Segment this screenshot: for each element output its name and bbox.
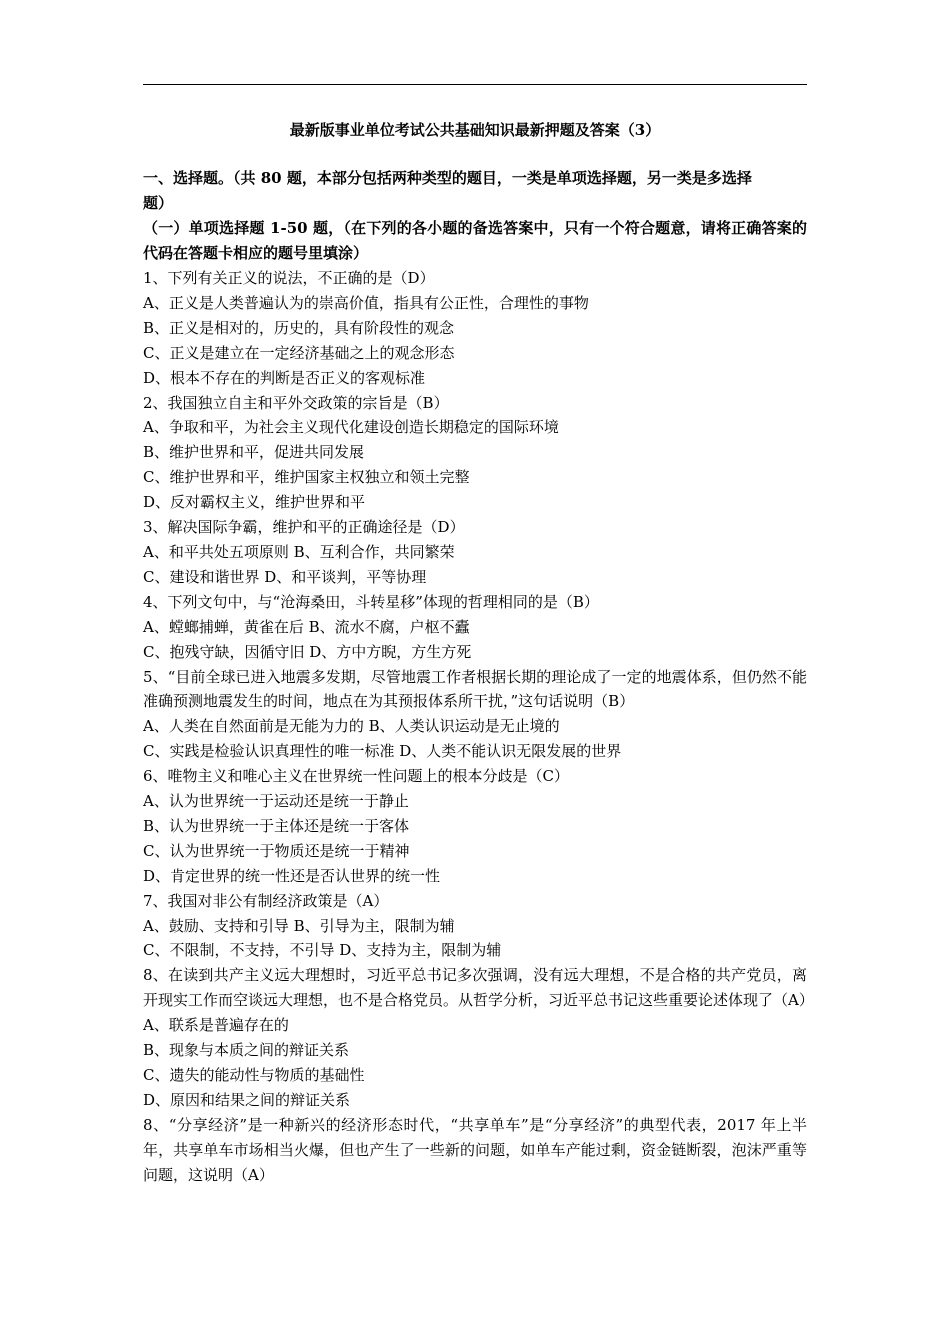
question-4: 4、下列文句中，与“沧海桑田，斗转星移”体现的哲理相同的是（B）: [143, 592, 599, 611]
section-heading-text: 一、选择题。（共 80 题，本部分包括两种类型的题目，一类是单项选择题，另一类是多选择: [143, 169, 752, 187]
question-8-second: 8、“分享经济”是一种新兴的经济形态时代，“共享单车”是“分享经济”的典型代表，2017 年上半年，共享单车市场相当火爆，但也产生了一些新的问题，如单车产能过剩，资金链断裂，泡沫严重等问题，这说明（A）: [143, 1115, 807, 1184]
section-heading: [143, 166, 807, 216]
option-1a: A、正义是人类普遍认为的崇高价值，指具有公正性，合理性的事物: [143, 293, 589, 312]
option-8b: B、现象与本质之间的辩证关系: [143, 1041, 350, 1060]
option-2a: A、争取和平，为社会主义现代化建设创造长期稳定的国际环境: [143, 418, 559, 437]
sub-heading: （一）单项选择题 1-50 题，（在下列的各小题的备选答案中，只有一个符合题意，请将正确答案的代码在答题卡相应的题号里填涂）: [143, 219, 807, 262]
option-1b: B、正义是相对的，历史的，具有阶段性的观念: [143, 318, 455, 337]
option-2b: B、维护世界和平，促进共同发展: [143, 443, 365, 462]
option-6a: A、认为世界统一于运动还是统一于静止: [143, 792, 409, 811]
option-5cd: C、实践是检验认识真理性的唯一标准 D、人类不能认识无限发展的世界: [143, 742, 622, 761]
option-2d: D、反对霸权主义，维护世界和平: [143, 493, 366, 512]
option-1d: D、根本不存在的判断是否正义的客观标准: [143, 368, 426, 387]
question-5: 5、“目前全球已进入地震多发期，尽管地震工作者根据长期的理论成了一定的地震体系，但仍然不能准确预测地震发生的时间，地点在为其预报体系所干扰，”这句话说明（B）: [143, 667, 807, 711]
option-6b: B、认为世界统一于主体还是统一于客体: [143, 816, 410, 835]
option-7ab: A、鼓励、支持和引导 B、引导为主，限制为辅: [143, 916, 455, 935]
document-body: [143, 118, 814, 1188]
question-list: [143, 266, 814, 1188]
option-4cd: C、抱残守缺，因循守旧 D、方中方睨，方生方死: [143, 642, 472, 661]
question-6: 6、唯物主义和唯心主义在世界统一性问题上的根本分歧是（C）: [143, 767, 570, 786]
question-1: 1、下列有关正义的说法，不正确的是（D）: [143, 269, 435, 287]
option-3cd: C、建设和谐世界 D、和平谈判，平等协理: [143, 567, 427, 586]
option-3ab: A、和平共处五项原则 B、互利合作，共同繁荣: [143, 542, 455, 561]
question-2: 2、我国独立自主和平外交政策的宗旨是（B）: [143, 393, 449, 412]
section-heading-tail: 题）: [143, 194, 174, 212]
option-8a: A、联系是普遍存在的: [143, 1016, 289, 1035]
document-title: 最新版事业单位考试公共基础知识最新押题及答案（3）: [289, 121, 661, 139]
option-8c: C、遗失的能动性与物质的基础性: [143, 1066, 365, 1084]
option-6c: C、认为世界统一于物质还是统一于精神: [143, 841, 410, 860]
option-4ab: A、螳螂捕蝉，黄雀在后 B、流水不腐，户枢不蠹: [143, 617, 470, 636]
question-7: 7、我国对非公有制经济政策是（A）: [143, 891, 389, 910]
header-rule: [143, 84, 807, 85]
option-5ab: A、人类在自然面前是无能为力的 B、人类认识运动是无止境的: [143, 717, 560, 736]
option-8d: D、原因和结果之间的辩证关系: [143, 1090, 351, 1109]
option-2c: C、维护世界和平，维护国家主权独立和领土完整: [143, 468, 470, 487]
question-8: 8、在读到共产主义远大理想时，习近平总书记多次强调，没有远大理想，不是合格的共产党员，离开现实工作而空谈远大理想，也不是合格党员。从哲学分析，习近平总书记这些重要论述体现了（A）: [143, 966, 814, 1010]
option-7cd: C、不限制，不支持，不引导 D、支持为主，限制为辅: [143, 941, 502, 960]
option-1c: C、正义是建立在一定经济基础之上的观念形态: [143, 343, 455, 362]
option-6d: D、肯定世界的统一性还是否认世界的统一性: [143, 866, 441, 885]
question-3: 3、解决国际争霸，维护和平的正确途径是（D）: [143, 518, 465, 537]
